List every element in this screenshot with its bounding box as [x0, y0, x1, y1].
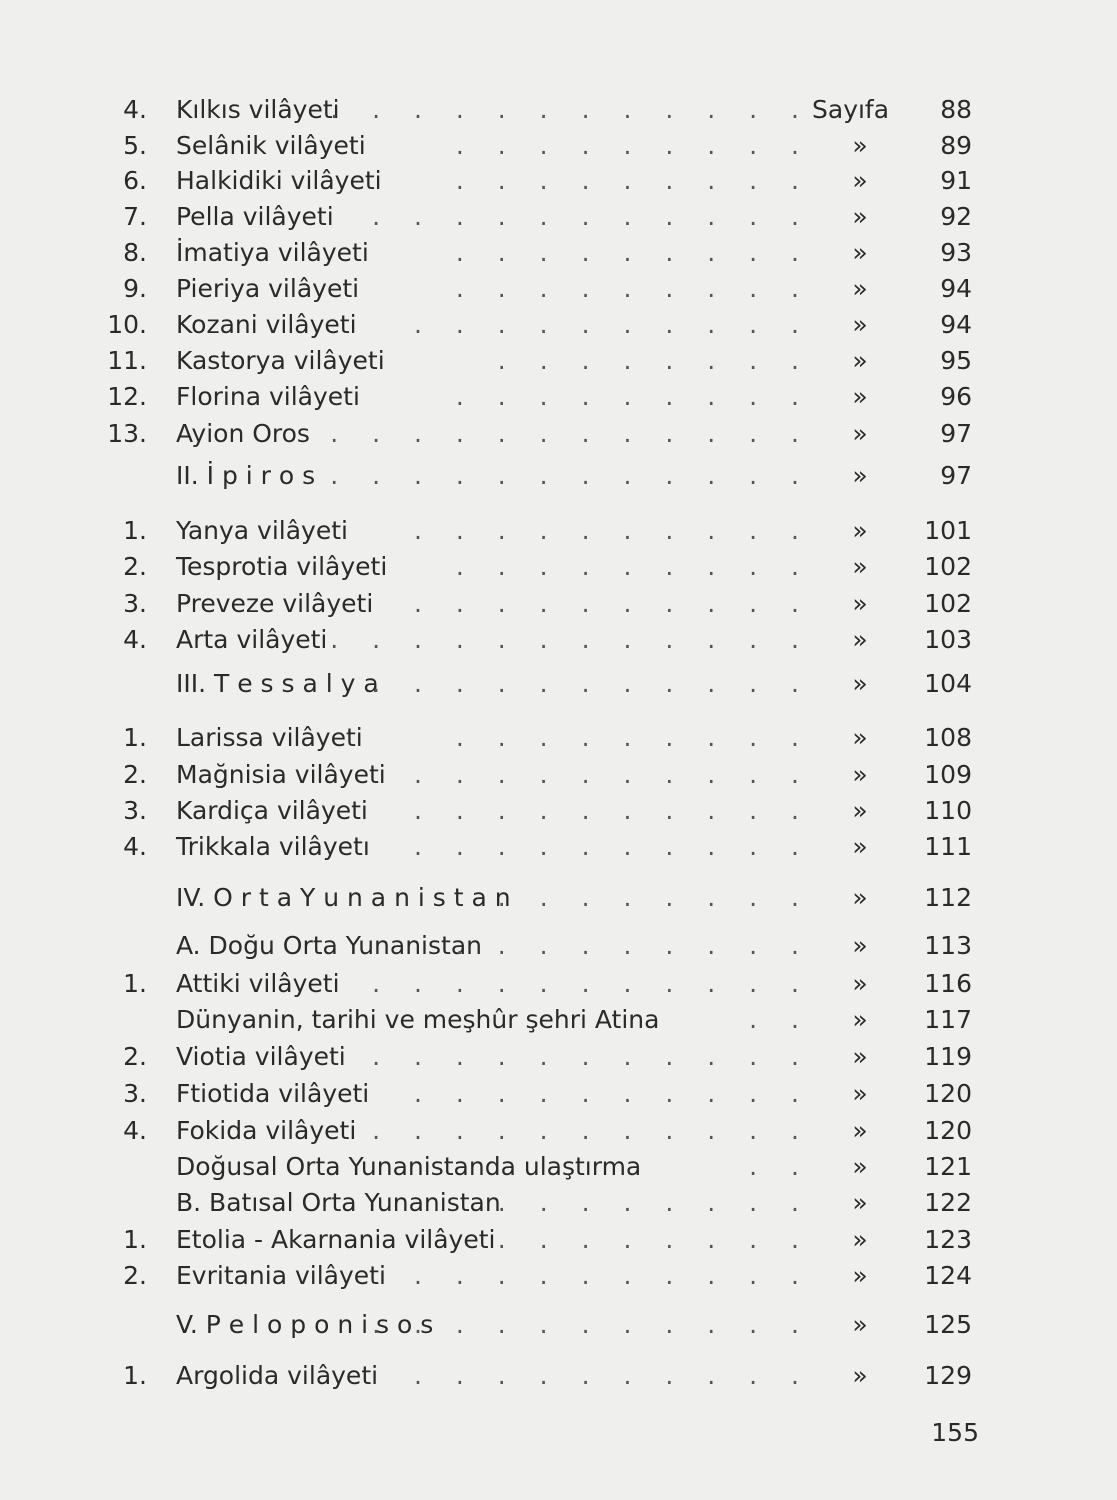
- entry-title: Kılkıs vilâyeti: [176, 95, 340, 124]
- toc-entry: [0, 757, 1117, 793]
- entry-page-number: 120: [924, 1079, 972, 1108]
- entry-page-number: 102: [924, 552, 972, 581]
- entry-number: 2.: [123, 1261, 147, 1290]
- leader-dots: . . . . . . . . . .: [414, 516, 812, 545]
- entry-page-number: 102: [924, 589, 972, 618]
- ditto-mark: »: [852, 625, 868, 654]
- leader-dots: . . . . . . . . . .: [414, 1079, 812, 1108]
- toc-entry: [0, 343, 1117, 379]
- entry-number: 2.: [123, 552, 147, 581]
- toc-entry: [0, 92, 1117, 128]
- toc-entry: [0, 307, 1117, 343]
- entry-page-number: 92: [940, 202, 972, 231]
- ditto-mark: »: [852, 202, 868, 231]
- ditto-mark: »: [852, 1361, 868, 1390]
- ditto-mark: »: [852, 419, 868, 448]
- entry-number: 12.: [107, 382, 147, 411]
- ditto-mark: »: [852, 723, 868, 752]
- entry-number: 4.: [123, 1116, 147, 1145]
- entry-title: Pieriya vilâyeti: [176, 274, 360, 303]
- leader-dots: . . . . . . . .: [497, 1225, 812, 1254]
- entry-page-number: 88: [940, 95, 972, 124]
- leader-dots: . . . . . . . . .: [455, 166, 812, 195]
- entry-number: 1.: [123, 1225, 147, 1254]
- entry-number: 1.: [123, 516, 147, 545]
- entry-title: Viotia vilâyeti: [176, 1042, 346, 1071]
- entry-title: Evritania vilâyeti: [176, 1261, 386, 1290]
- ditto-mark: »: [852, 346, 868, 375]
- toc-section-heading: [0, 666, 1117, 702]
- entry-page-number: 94: [940, 274, 972, 303]
- entry-number: 5.: [123, 131, 147, 160]
- ditto-mark: »: [852, 131, 868, 160]
- ditto-mark: »: [852, 669, 868, 698]
- entry-page-number: 97: [940, 461, 972, 490]
- entry-title: Argolida vilâyeti: [176, 1361, 379, 1390]
- entry-title: Preveze vilâyeti: [176, 589, 374, 618]
- entry-page-number: 89: [940, 131, 972, 160]
- leader-dots: . . . . . . . .: [497, 883, 812, 912]
- ditto-mark: »: [852, 760, 868, 789]
- toc-entry: [0, 720, 1117, 756]
- toc-entry: [0, 1002, 1117, 1038]
- entry-title: Florina vilâyeti: [176, 382, 360, 411]
- toc-entry: [0, 1113, 1117, 1149]
- entry-page-number: 97: [940, 419, 972, 448]
- leader-dots: . . . . . . . . . .: [414, 1361, 812, 1390]
- ditto-mark: »: [852, 1310, 868, 1339]
- entry-page-number: 103: [924, 625, 972, 654]
- toc-entry: [0, 416, 1117, 452]
- ditto-mark: »: [852, 382, 868, 411]
- entry-page-number: 117: [924, 1005, 972, 1034]
- entry-page-number: 122: [924, 1188, 972, 1217]
- ditto-mark: »: [852, 1152, 868, 1181]
- entry-title: Larissa vilâyeti: [176, 723, 363, 752]
- leader-dots: . . . . . . . .: [497, 346, 812, 375]
- leader-dots: . . . . . . . . .: [455, 723, 812, 752]
- leader-dots: . . . . . . . . . .: [414, 796, 812, 825]
- entry-number: 13.: [107, 419, 147, 448]
- entry-title: Kardiça vilâyeti: [176, 796, 368, 825]
- entry-title: İmatiya vilâyeti: [176, 238, 369, 267]
- leader-dots: . . . . . . . . .: [455, 274, 812, 303]
- leader-dots: . . . . . . . . . . .: [372, 1042, 812, 1071]
- leader-dots: . . . . . . . . . . . .: [330, 419, 812, 448]
- entry-number: 9.: [123, 274, 147, 303]
- toc-entry: [0, 199, 1117, 235]
- ditto-mark: »: [852, 832, 868, 861]
- page-label: Sayıfa: [812, 95, 890, 124]
- entry-title: Tesprotia vilâyeti: [176, 552, 388, 581]
- entry-page-number: 116: [924, 969, 972, 998]
- entry-title: Arta vilâyeti: [176, 625, 328, 654]
- entry-page-number: 129: [924, 1361, 972, 1390]
- leader-dots: . . . . . . . . . . . .: [330, 95, 812, 124]
- toc-entry: [0, 793, 1117, 829]
- toc-entry: [0, 1358, 1117, 1394]
- ditto-mark: »: [852, 461, 868, 490]
- entry-page-number: 101: [924, 516, 972, 545]
- entry-page-number: 93: [940, 238, 972, 267]
- entry-title: Doğusal Orta Yunanistanda ulaştırma: [176, 1152, 642, 1181]
- toc-entry: [0, 271, 1117, 307]
- entry-page-number: 124: [924, 1261, 972, 1290]
- leader-dots: . . . . . . . . .: [455, 131, 812, 160]
- toc-section-heading: [0, 458, 1117, 494]
- entry-number: 2.: [123, 760, 147, 789]
- toc-entry: [0, 235, 1117, 271]
- entry-page-number: 95: [940, 346, 972, 375]
- entry-number: 1.: [123, 969, 147, 998]
- leader-dots: . . . . . . . . .: [455, 552, 812, 581]
- leader-dots: . . . . . . . . . .: [414, 310, 812, 339]
- entry-page-number: 120: [924, 1116, 972, 1145]
- leader-dots: . . . . . . . . . . .: [372, 669, 812, 698]
- toc-entry: [0, 128, 1117, 164]
- toc-entry: [0, 1258, 1117, 1294]
- ditto-mark: »: [852, 552, 868, 581]
- leader-dots: . .: [749, 1005, 812, 1034]
- ditto-mark: »: [852, 310, 868, 339]
- ditto-mark: »: [852, 1261, 868, 1290]
- entry-number: 2.: [123, 1042, 147, 1071]
- entry-title: Fokida vilâyeti: [176, 1116, 357, 1145]
- entry-number: 11.: [107, 346, 147, 375]
- toc-entry: [0, 1076, 1117, 1112]
- leader-dots: . . . . . . . . . . .: [372, 1116, 812, 1145]
- entry-title: Selânik vilâyeti: [176, 131, 366, 160]
- ditto-mark: »: [852, 516, 868, 545]
- ditto-mark: »: [852, 1079, 868, 1108]
- entry-page-number: 91: [940, 166, 972, 195]
- leader-dots: . . . . . . . . . .: [414, 832, 812, 861]
- entry-title: Mağnisia vilâyeti: [176, 760, 386, 789]
- entry-title: III. T e s s a l y a: [176, 669, 379, 698]
- ditto-mark: »: [852, 1116, 868, 1145]
- toc-entry: [0, 1039, 1117, 1075]
- entry-number: 7.: [123, 202, 147, 231]
- entry-page-number: 119: [924, 1042, 972, 1071]
- entry-page-number: 109: [924, 760, 972, 789]
- entry-page-number: 96: [940, 382, 972, 411]
- leader-dots: . . . . . . . . . .: [414, 760, 812, 789]
- entry-page-number: 108: [924, 723, 972, 752]
- toc-entry: [0, 1222, 1117, 1258]
- entry-page-number: 110: [924, 796, 972, 825]
- toc-section-heading: [0, 1307, 1117, 1343]
- leader-dots: . . . . . . . . .: [455, 238, 812, 267]
- entry-title: Etolia - Akarnania vilâyeti: [176, 1225, 496, 1254]
- ditto-mark: »: [852, 931, 868, 960]
- entry-number: 3.: [123, 796, 147, 825]
- toc-section-heading: [0, 880, 1117, 916]
- entry-title: II. İ p i r o s: [176, 461, 316, 490]
- ditto-mark: »: [852, 1005, 868, 1034]
- entry-number: 1.: [123, 1361, 147, 1390]
- toc-entry: [0, 1185, 1117, 1221]
- entry-title: V. P e l o p o n i s o s: [176, 1310, 434, 1339]
- entry-page-number: 121: [924, 1152, 972, 1181]
- leader-dots: . . . . . . . .: [497, 1188, 812, 1217]
- toc-entry: [0, 966, 1117, 1002]
- leader-dots: . . . . . . . . .: [455, 382, 812, 411]
- entry-number: 10.: [107, 310, 147, 339]
- leader-dots: . . . . . . . . . . .: [372, 202, 812, 231]
- toc-entry: [0, 513, 1117, 549]
- ditto-mark: »: [852, 883, 868, 912]
- entry-title: IV. O r t a Y u n a n i s t a n: [176, 883, 511, 912]
- entry-title: Kastorya vilâyeti: [176, 346, 385, 375]
- entry-page-number: 94: [940, 310, 972, 339]
- entry-title: Ftiotida vilâyeti: [176, 1079, 370, 1108]
- leader-dots: . . . . . . . . . . . .: [330, 625, 812, 654]
- entry-title: Ayion Oros: [176, 419, 310, 448]
- toc-entry: [0, 622, 1117, 658]
- ditto-mark: »: [852, 589, 868, 618]
- page-number: 155: [931, 1418, 979, 1447]
- leader-dots: . . . . . . . . .: [455, 931, 812, 960]
- toc-entry: [0, 829, 1117, 865]
- toc-entry: [0, 1149, 1117, 1185]
- toc-entry: [0, 163, 1117, 199]
- entry-page-number: 113: [924, 931, 972, 960]
- entry-title: Yanya vilâyeti: [176, 516, 348, 545]
- entry-number: 8.: [123, 238, 147, 267]
- entry-number: 3.: [123, 1079, 147, 1108]
- leader-dots: . . . . . . . . . .: [414, 589, 812, 618]
- entry-number: 3.: [123, 589, 147, 618]
- entry-page-number: 112: [924, 883, 972, 912]
- toc-entry: [0, 549, 1117, 585]
- ditto-mark: »: [852, 238, 868, 267]
- entry-page-number: 125: [924, 1310, 972, 1339]
- ditto-mark: »: [852, 796, 868, 825]
- ditto-mark: »: [852, 1225, 868, 1254]
- entry-number: 4.: [123, 832, 147, 861]
- entry-title: Dünyanin, tarihi ve meşhûr şehri Atina: [176, 1005, 660, 1034]
- entry-page-number: 111: [924, 832, 972, 861]
- ditto-mark: »: [852, 274, 868, 303]
- entry-number: 6.: [123, 166, 147, 195]
- leader-dots: . .: [749, 1152, 812, 1181]
- entry-page-number: 123: [924, 1225, 972, 1254]
- entry-number: 1.: [123, 723, 147, 752]
- leader-dots: . . . . . . . . . . .: [372, 969, 812, 998]
- ditto-mark: »: [852, 969, 868, 998]
- ditto-mark: »: [852, 1042, 868, 1071]
- entry-page-number: 104: [924, 669, 972, 698]
- entry-number: 4.: [123, 625, 147, 654]
- ditto-mark: »: [852, 166, 868, 195]
- entry-title: Kozani vilâyeti: [176, 310, 357, 339]
- entry-title: B. Batısal Orta Yunanistan: [176, 1188, 501, 1217]
- toc-entry: [0, 586, 1117, 622]
- leader-dots: . . . . . . . . . .: [414, 1261, 812, 1290]
- toc-entry: [0, 928, 1117, 964]
- entry-title: Attiki vilâyeti: [176, 969, 340, 998]
- leader-dots: . . . . . . . . . . . .: [330, 461, 812, 490]
- toc-entry: [0, 379, 1117, 415]
- entry-title: Pella vilâyeti: [176, 202, 334, 231]
- entry-number: 4.: [123, 95, 147, 124]
- leader-dots: . . . . . . . . . . .: [372, 1310, 812, 1339]
- entry-title: A. Doğu Orta Yunanistan: [176, 931, 482, 960]
- ditto-mark: »: [852, 1188, 868, 1217]
- entry-title: Halkidiki vilâyeti: [176, 166, 382, 195]
- entry-title: Trikkala vilâyetı: [176, 832, 370, 861]
